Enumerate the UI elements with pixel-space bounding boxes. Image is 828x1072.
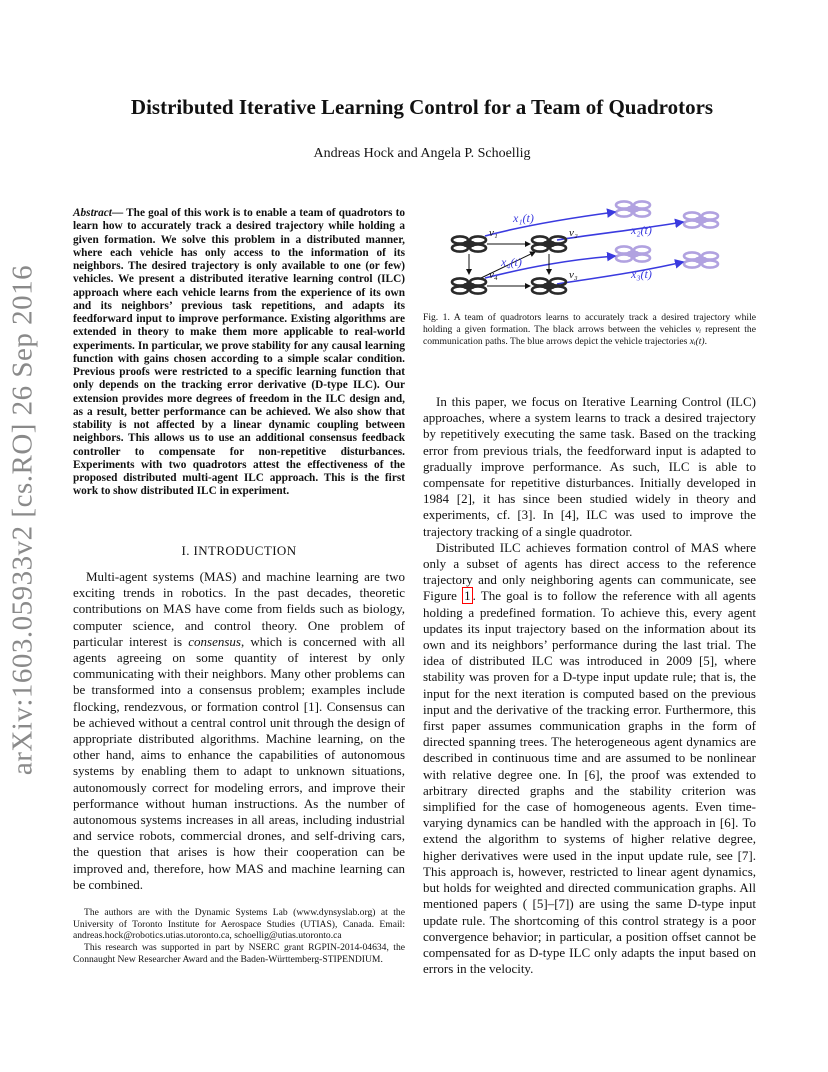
arxiv-identifier[interactable]: arXiv:1603.05933v2 [cs.RO] 26 Sep 2016 xyxy=(6,264,39,776)
abstract-label: Abstract xyxy=(73,207,112,219)
body-text: . The goal is to follow the reference with all agents holding a predefined formation. To achieve this, every agent updates its input trajectory based on the information about its own and its neighbors’ performance during the last trial. The idea of distributed ILC was introduced in 2009 [5], where stability was proven for a D-type input update rule; that is, the input for the next iteration is computed based on the previous input and the derivative of the tracking error. Furthermore, this first paper assumes communication graphs in the form of directed spanning trees. The heterogeneous agent dynamics are described in continuous time and are assumed to be nonlinear with relative degree one. In [6], the proof was extended to arbitrary directed graphs and the stability criterion was simplified for the case of homogeneous agents. Even time-varying dynamics can be handled with the approach in [6]. To extend the algorithm to systems of higher relative degree, higher derivatives were used in the input update rule, see [7]. This approach is, however, restricted to linear agent dynamics, but holds for weighted and directed communication graphs. All mentioned papers ( [5]–[7]) are using the same D-type input update rule. The shortcoming of this control strategy is a poor convergence behavior; in particular, a position offset cannot be compensated for as D-type ILC only adapts the input based on errors in the velocity. xyxy=(423,588,756,977)
label-v2: v₂ xyxy=(569,227,578,239)
ghost-drone-2 xyxy=(684,212,718,227)
ghost-drone-4 xyxy=(684,252,718,267)
trajectory-x1 xyxy=(485,212,615,236)
paper-title: Distributed Iterative Learning Control for a Team of Quadrotors xyxy=(130,95,714,119)
section-heading-introduction: I. INTRODUCTION xyxy=(181,543,297,558)
label-x2: x₂(t) xyxy=(631,223,652,237)
intro-text: , which is concerned with all agents agreeing on some quantity of interest by only communicating with their neighbors. Many other problems can be transformed into a consensus problem; examples include flocking, rendezvous, or formation control [1]. Consensus can be achieved without a central control unit through the design of appropriate distributed algorithms. Machine learning, on the other hand, aims to enhance the capabilities of autonomous systems by enabling them to adapt to unknown situations, autonomously correct for modeling errors, and improve their performance without human instructions. As the number of autonomous systems increases in all areas, including industrial and service robots, commercial drones, and self-driving cars, the question that arises is how their cooperation can be improved and, therefore, how MAS and machine learning can be combined. xyxy=(73,633,405,892)
paper-authors: Andreas Hock and Angela P. Schoellig xyxy=(313,146,531,161)
introduction-body xyxy=(73,569,405,893)
ghost-drone-1 xyxy=(616,201,650,216)
label-v3: v₃ xyxy=(569,269,578,281)
caption-math: xᵢ(t) xyxy=(689,336,705,347)
drone-v1 xyxy=(452,236,486,251)
abstract-text: — The goal of this work is to enable a team of quadrotors to learn how to accurately track a desired trajectory while holding a given formation. We solve this problem in a distributed manner, where each vehicle has only access to the information of its neighbors. The desired trajectory is only available to one (or few) vehicles. We present a distributed iterative learning control (ILC) approach where each vehicle learns from the experience of its own and its neighbors’ previous task repetitions, and adapts its feedforward input to improve performance. Existing algorithms are extended in theory to make them more applicable to real-world experiments. In particular, we prove stability for any causal learning function with gains chosen according to a simple scalar condition. Previous proofs were restricted to a specific learning function that only depends on the tracking error derivative (D-type ILC). Our extension provides more degrees of freedom in the ILC design and, as a result, better performance can be achieved. We also show that stability is not affected by a linear dynamic coupling between neighbors. This allows us to use an additional consensus feedback controller to compensate for non-repetitive disturbances. Experiments with two quadrotors attest the effectiveness of the proposed distributed multi-agent ILC approach. This is the first work to show distributed ILC in experiment. xyxy=(73,207,405,498)
drone-v4 xyxy=(452,278,486,293)
body-paragraph-ilc: In this paper, we focus on Iterative Learning Control (ILC) approaches, where a system learns to track a desired trajectory by repetitively executing the same task. Based on the tracking error from previous trials, the feedforward input is adapted to gradually improve performance. As such, ILC is able to compensate for repetitive disturbances. Initially developed in 1984 [2], it has since been studied widely in theory and experiments, cf. [3]. In [4], ILC was used to improve the trajectory tracking of a single quadrotor. xyxy=(423,394,756,539)
footnote-funding: This research was supported in part by NSERC grant RGPIN-2014-04634, the Connaught New Researcher Award and the Baden-Württemberg-STIPENDIUM. xyxy=(73,942,405,965)
footnote-affiliation: The authors are with the Dynamic Systems Lab (www.dynsyslab.org) at the University of Toronto Institute for Aerospace Studies (UTIAS), Canada. Email: andreas.hock@robotics.utias.utoronto.ca, schoellig@utias.utoronto.ca xyxy=(73,907,405,942)
figure-1 xyxy=(445,198,761,304)
body-paragraph-distributed-ilc xyxy=(423,540,756,977)
drone-v3 xyxy=(532,278,566,293)
figure-caption xyxy=(423,312,756,348)
body-text: Distributed ILC achieves formation control of MAS where only a subset of agents has direct access to the reference trajectory and only neighboring agents can communicate, see Figure xyxy=(423,539,756,604)
label-x1: x₁(t) xyxy=(513,211,534,225)
label-x4: x₄(t) xyxy=(501,255,522,269)
label-v4: v₄ xyxy=(489,269,498,281)
intro-emphasis: consensus xyxy=(188,633,241,649)
label-v1: v₁ xyxy=(489,227,498,239)
right-column-body xyxy=(423,394,756,977)
abstract xyxy=(73,207,405,499)
figure-reference-link[interactable]: 1 xyxy=(464,588,471,604)
label-x3: x₃(t) xyxy=(631,267,652,281)
intro-paragraph xyxy=(73,569,405,893)
intro-text: Multi-agent systems (MAS) and machine learning are two exciting trends in robotics. In the past decades, theoretic contributions on MAS have come from fields such as biology, computer science, and control theory. One problem of particular interest is xyxy=(73,569,405,649)
caption-math: vᵢ xyxy=(695,324,702,335)
ghost-drone-3 xyxy=(616,246,650,261)
caption-text: represent the communication paths. The blue arrows depict the vehicle trajectories xyxy=(423,324,756,347)
caption-text: . xyxy=(704,336,708,347)
footnote xyxy=(73,907,405,966)
caption-text: Fig. 1. A team of quadrotors learns to accurately track a desired trajectory while holding a given formation. The black arrows between the vehicles xyxy=(423,312,756,335)
